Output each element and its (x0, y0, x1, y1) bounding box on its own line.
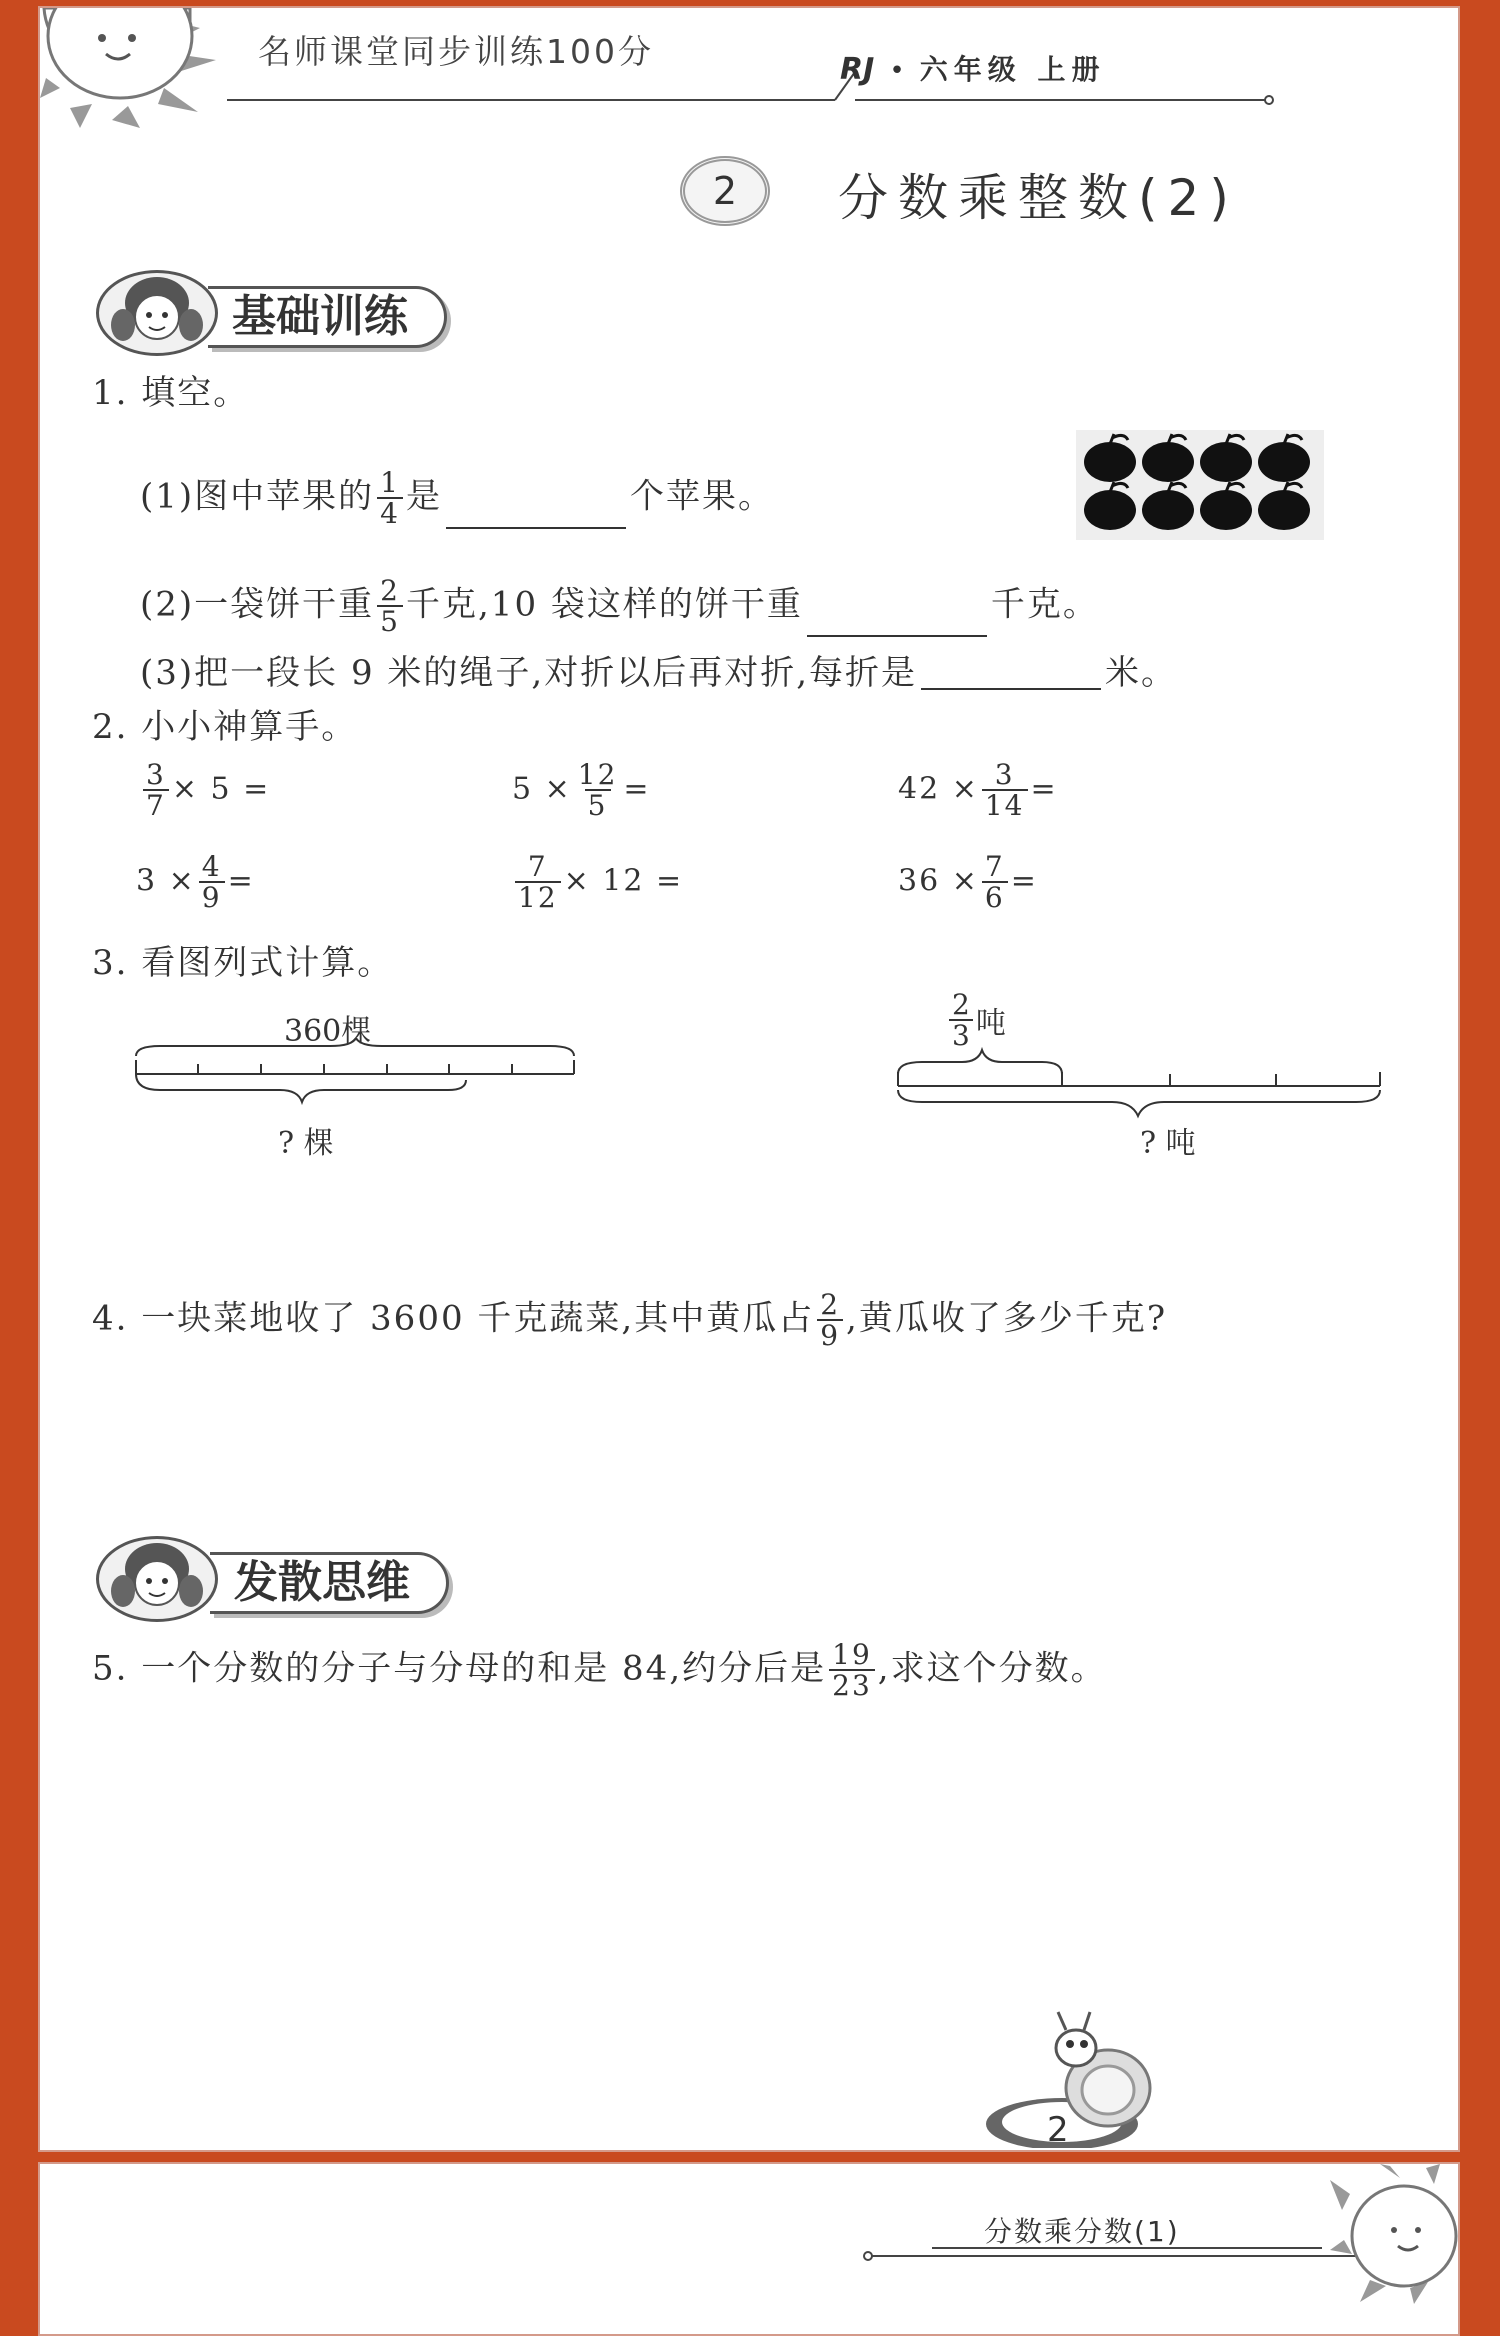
denominator: 23 (829, 1669, 875, 1700)
calc-lead: 5 × (512, 771, 572, 807)
q2-label: 2. 小小神算手。 (92, 707, 358, 747)
q1p3-pre: (3)把一段长 9 米的绳子,对折以后再对折,每折是 (140, 653, 918, 693)
q1p2-post: 千克。 (990, 584, 1099, 625)
lesson-number-badge: 2 (680, 156, 770, 226)
apple-icon (1258, 442, 1310, 482)
fraction (829, 1640, 875, 1701)
right-segment-diagram (892, 1044, 1392, 1126)
answer-blank[interactable] (807, 607, 987, 637)
q5 (92, 1640, 1107, 1701)
q1p1-post1: 是 (406, 476, 442, 517)
numerator: 4 (201, 850, 222, 883)
left-diagram-top-label: 360棵 (284, 1014, 372, 1049)
apple-icon (1142, 442, 1194, 482)
q1p1-post2: 个苹果。 (630, 476, 774, 517)
fraction (143, 760, 169, 821)
q5-pre: 5. 一个分数的分子与分母的和是 84,约分后是 (92, 1648, 827, 1689)
edition-label: RJ (840, 52, 875, 87)
calc-lead: 3 × (136, 863, 196, 899)
grade-label: 六年级 上册 (919, 53, 1106, 86)
fraction (199, 852, 225, 913)
calc-rest: × 12 = (563, 863, 684, 899)
apple-icon (1200, 442, 1252, 482)
denominator: 9 (199, 881, 225, 912)
fraction (575, 760, 621, 821)
calc-item (512, 852, 683, 913)
lesson-title: 分数乘整数(2) (838, 169, 1239, 227)
numerator: 7 (984, 850, 1005, 883)
fraction (515, 852, 561, 913)
q5-post: ,求这个分数。 (877, 1648, 1107, 1689)
q1-label: 1. 填空。 (92, 373, 250, 413)
fraction (982, 852, 1008, 913)
q3-label: 3. 看图列式计算。 (92, 943, 394, 983)
fraction (377, 576, 403, 637)
denominator: 5 (377, 605, 403, 636)
q4 (92, 1290, 1167, 1351)
edition-grade (840, 48, 1106, 88)
calc-item (898, 760, 1058, 821)
fraction (982, 760, 1028, 821)
denominator: 9 (817, 1319, 843, 1350)
denominator: 14 (982, 789, 1028, 820)
numerator: 1 (380, 466, 400, 499)
denominator: 12 (515, 881, 561, 912)
numerator: 3 (146, 758, 166, 791)
apple-icon (1142, 490, 1194, 530)
numerator: 2 (380, 574, 400, 607)
calc-rest: = (1010, 863, 1038, 899)
denominator: 4 (377, 497, 403, 528)
section-tag-thinking: 发散思维 (210, 1552, 449, 1614)
q1p2-mid: 千克,10 袋这样的饼干重 (406, 584, 803, 625)
sun-logo-icon (40, 8, 220, 128)
denominator: 7 (143, 789, 169, 820)
book-title: 名师课堂同步训练100分 (258, 32, 654, 71)
girl-avatar-icon (96, 270, 218, 356)
denominator: 6 (982, 881, 1008, 912)
apple-icon (1084, 490, 1136, 530)
dot-separator: • (889, 56, 905, 86)
next-page-preview (38, 2162, 1460, 2336)
q1p1-pre: (1)图中苹果的 (140, 476, 375, 517)
calc-rest: × 5 = (171, 771, 271, 807)
apple-icon (1084, 442, 1136, 482)
answer-blank[interactable] (921, 660, 1101, 690)
left-segment-diagram (130, 1038, 590, 1120)
workbook-page (38, 6, 1460, 2152)
q4-pre: 4. 一块菜地收了 3600 千克蔬菜,其中黄瓜占 (92, 1298, 815, 1339)
fraction (817, 1290, 843, 1351)
section-tag-basic: 基础训练 (208, 286, 447, 348)
q1p2-pre: (2)一袋饼干重 (140, 584, 375, 625)
q1-part1 (140, 468, 774, 529)
next-page-title: 分数乘分数(1) (984, 2215, 1180, 2248)
sun-logo-icon (1330, 2164, 1458, 2304)
next-page-rule (862, 2246, 1382, 2266)
apple-icon (1200, 490, 1252, 530)
left-diagram-bottom-label: ? 棵 (278, 1126, 334, 1161)
numerator: 7 (527, 850, 548, 883)
numerator: 12 (577, 758, 618, 791)
calc-item (898, 852, 1038, 913)
calc-rest: = (1030, 771, 1058, 807)
apples-image (1076, 430, 1324, 540)
q1-part3 (140, 653, 1178, 693)
calc-lead: 42 × (898, 771, 979, 807)
fraction (377, 468, 403, 529)
fraction (949, 990, 973, 1051)
header-rule (225, 62, 1285, 112)
right-diagram-bottom-label: ? 吨 (1140, 1126, 1196, 1161)
q1p3-post: 米。 (1105, 653, 1178, 693)
calc-item (140, 760, 270, 821)
numerator: 2 (952, 988, 970, 1021)
denominator: 5 (585, 789, 611, 820)
calc-rest: = (227, 863, 255, 899)
numerator: 19 (832, 1638, 872, 1671)
apple-icon (1258, 490, 1310, 530)
q4-post: ,黄瓜收了多少千克? (846, 1298, 1168, 1339)
numerator: 3 (994, 758, 1015, 791)
calc-lead: 36 × (898, 863, 979, 899)
calc-item (512, 760, 651, 821)
page-number: 2 (1047, 2110, 1069, 2150)
calc-rest: = (623, 771, 651, 807)
girl-avatar-icon (96, 1536, 218, 1622)
denominator: 3 (949, 1019, 973, 1050)
numerator: 2 (820, 1288, 841, 1321)
unit-label: 吨 (975, 1006, 1006, 1042)
q1-part2 (140, 576, 1099, 637)
calc-item (136, 852, 255, 913)
answer-blank[interactable] (446, 499, 626, 529)
right-diagram-top-label (946, 990, 1006, 1051)
